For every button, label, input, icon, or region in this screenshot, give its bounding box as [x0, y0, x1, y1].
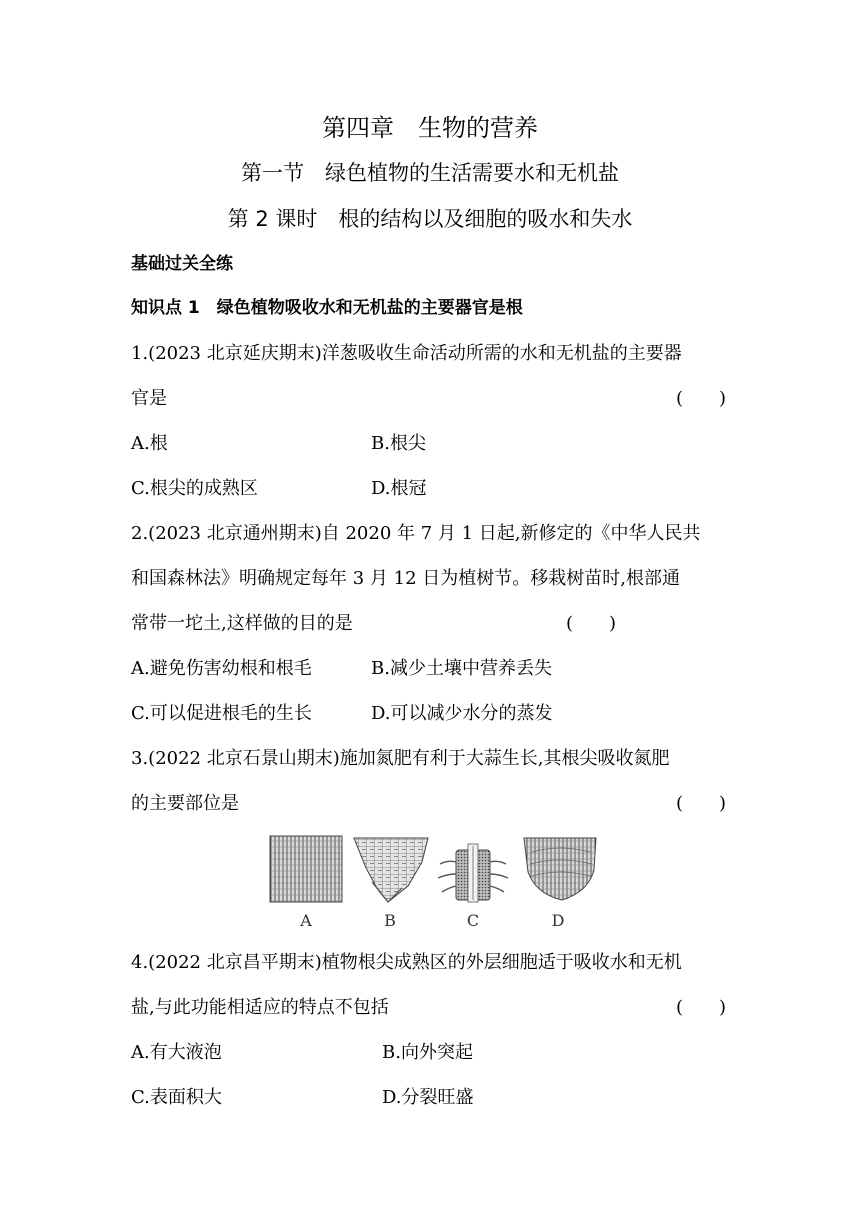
figure-d-root-section [524, 838, 596, 900]
question-text-line: 常带一坨土,这样做的目的是 [131, 613, 353, 634]
answer-blank[interactable]: ( ) [676, 793, 727, 814]
knowledge-point-heading: 知识点 1 绿色植物吸收水和无机盐的主要器官是根 [131, 298, 523, 318]
practice-heading: 基础过关全练 [131, 254, 233, 274]
answer-blank[interactable]: ( ) [676, 997, 727, 1018]
option-d[interactable]: D.根冠 [371, 478, 427, 499]
figure-label-c: C [466, 911, 480, 930]
question-text-line: 盐,与此功能相适应的特点不包括 [131, 997, 389, 1018]
figure-b-root-section [354, 838, 428, 902]
question-text-line: 官是 [131, 388, 167, 409]
figure-c-root-section [438, 844, 508, 902]
option-a[interactable]: A.根 [131, 433, 168, 454]
option-c[interactable]: C.可以促进根毛的生长 [131, 703, 312, 724]
answer-blank[interactable]: ( ) [566, 613, 617, 634]
question-text-line: 2.(2023 北京通州期末)自 2020 年 7 月 1 日起,新修定的《中华人民共 [131, 523, 701, 544]
figure-label-d: D [551, 911, 565, 930]
option-b[interactable]: B.减少土壤中营养丢失 [371, 658, 552, 679]
option-a[interactable]: A.有大液泡 [131, 1042, 222, 1063]
option-d[interactable]: D.可以减少水分的蒸发 [371, 703, 553, 724]
option-c[interactable]: C.根尖的成熟区 [131, 478, 258, 499]
figure-label-a: A [300, 911, 312, 930]
question-text-line: 3.(2022 北京石景山期末)施加氮肥有利于大蒜生长,其根尖吸收氮肥 [131, 748, 670, 769]
question-text-line: 和国森林法》明确规定每年 3 月 12 日为植树节。移栽树苗时,根部通 [131, 568, 680, 589]
section-title: 第一节 绿色植物的生活需要水和无机盐 [241, 161, 619, 185]
answer-blank[interactable]: ( ) [676, 388, 727, 409]
option-b[interactable]: B.向外突起 [382, 1042, 473, 1063]
option-a[interactable]: A.避免伤害幼根和根毛 [131, 658, 312, 679]
root-tip-figure [262, 832, 606, 932]
option-b[interactable]: B.根尖 [371, 433, 426, 454]
question-text-line: 4.(2022 北京昌平期末)植物根尖成熟区的外层细胞适于吸收水和无机 [131, 952, 682, 973]
figure-a-root-section [270, 836, 342, 902]
figure-label-b: B [384, 911, 396, 930]
question-text-line: 1.(2023 北京延庆期末)洋葱吸收生命活动所需的水和无机盐的主要器 [131, 343, 682, 364]
question-text-line: 的主要部位是 [131, 793, 239, 814]
chapter-title: 第四章 生物的营养 [322, 114, 538, 142]
lesson-title: 第 2 课时 根的结构以及细胞的吸水和失水 [227, 207, 633, 231]
option-d[interactable]: D.分裂旺盛 [382, 1087, 474, 1108]
option-c[interactable]: C.表面积大 [131, 1087, 222, 1108]
